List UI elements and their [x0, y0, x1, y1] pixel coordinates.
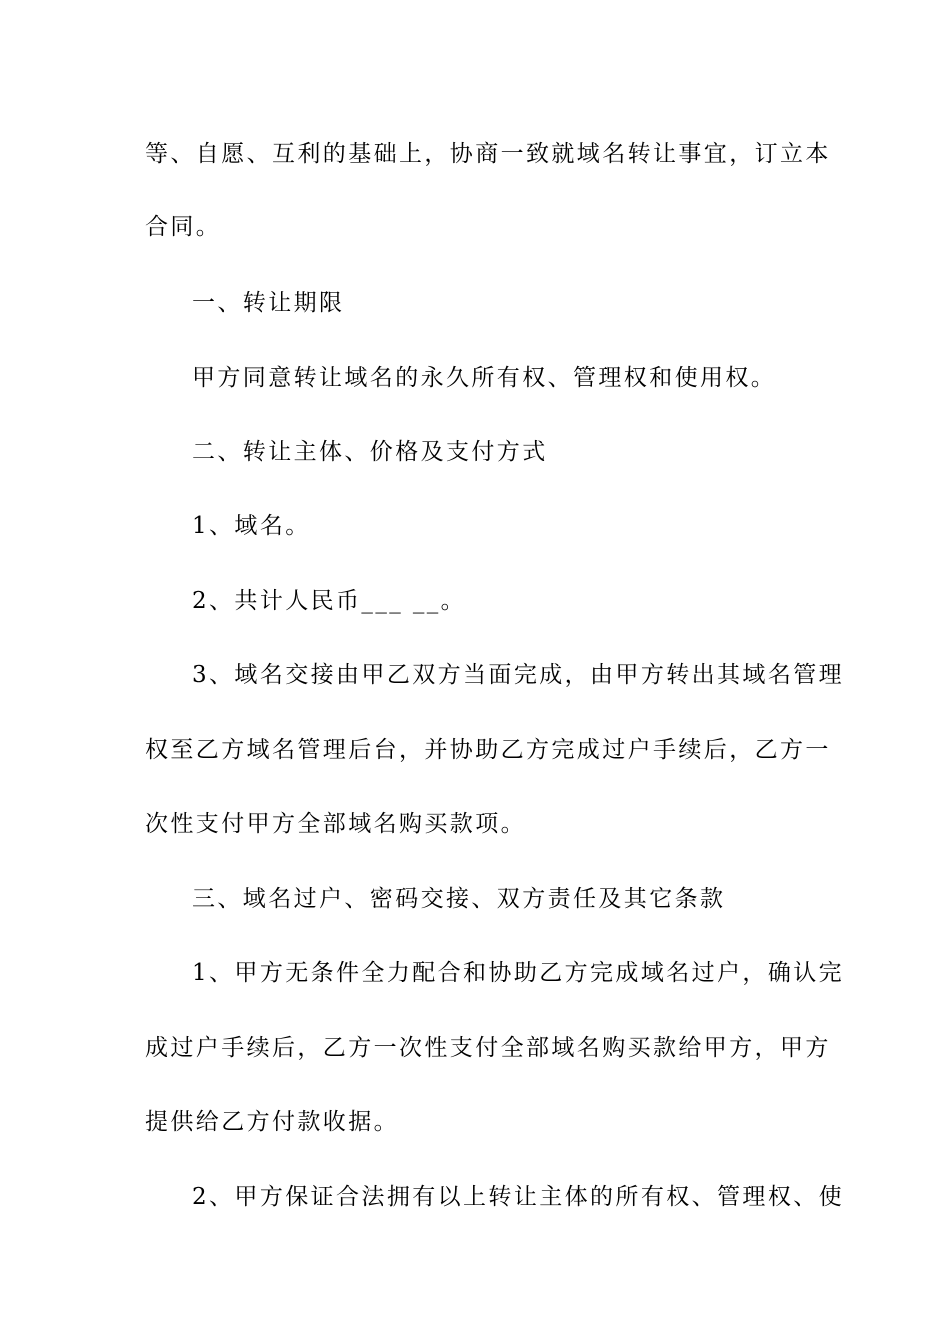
body-text-line: 合同。 [145, 214, 222, 240]
list-item: 1、甲方无条件全力配合和协助乙方完成域名过户，确认完 [192, 960, 845, 986]
section-heading-1: 一、转让期限 [192, 290, 345, 316]
list-item: 3、域名交接由甲乙双方当面完成，由甲方转出其域名管理 [192, 662, 845, 688]
list-item: 1、域名。 [192, 513, 311, 539]
body-text-line: 成过户手续后，乙方一次性支付全部域名购买款给甲方，甲方 [145, 1035, 831, 1061]
list-item: 2、共计人民币___ __。 [192, 588, 467, 614]
body-text-line: 等、自愿、互利的基础上，协商一致就域名转让事宜，订立本 [145, 141, 831, 167]
body-text-line: 权至乙方域名管理后台，并协助乙方完成过户手续后，乙方一 [145, 737, 831, 763]
list-item: 2、甲方保证合法拥有以上转让主体的所有权、管理权、使 [192, 1184, 845, 1210]
body-text-line: 甲方同意转让域名的永久所有权、管理权和使用权。 [192, 365, 777, 391]
body-text-line: 次性支付甲方全部域名购买款项。 [145, 811, 526, 837]
section-heading-3: 三、域名过户、密码交接、双方责任及其它条款 [192, 886, 726, 912]
body-text-line: 提供给乙方付款收据。 [145, 1109, 399, 1135]
section-heading-2: 二、转让主体、价格及支付方式 [192, 439, 548, 465]
